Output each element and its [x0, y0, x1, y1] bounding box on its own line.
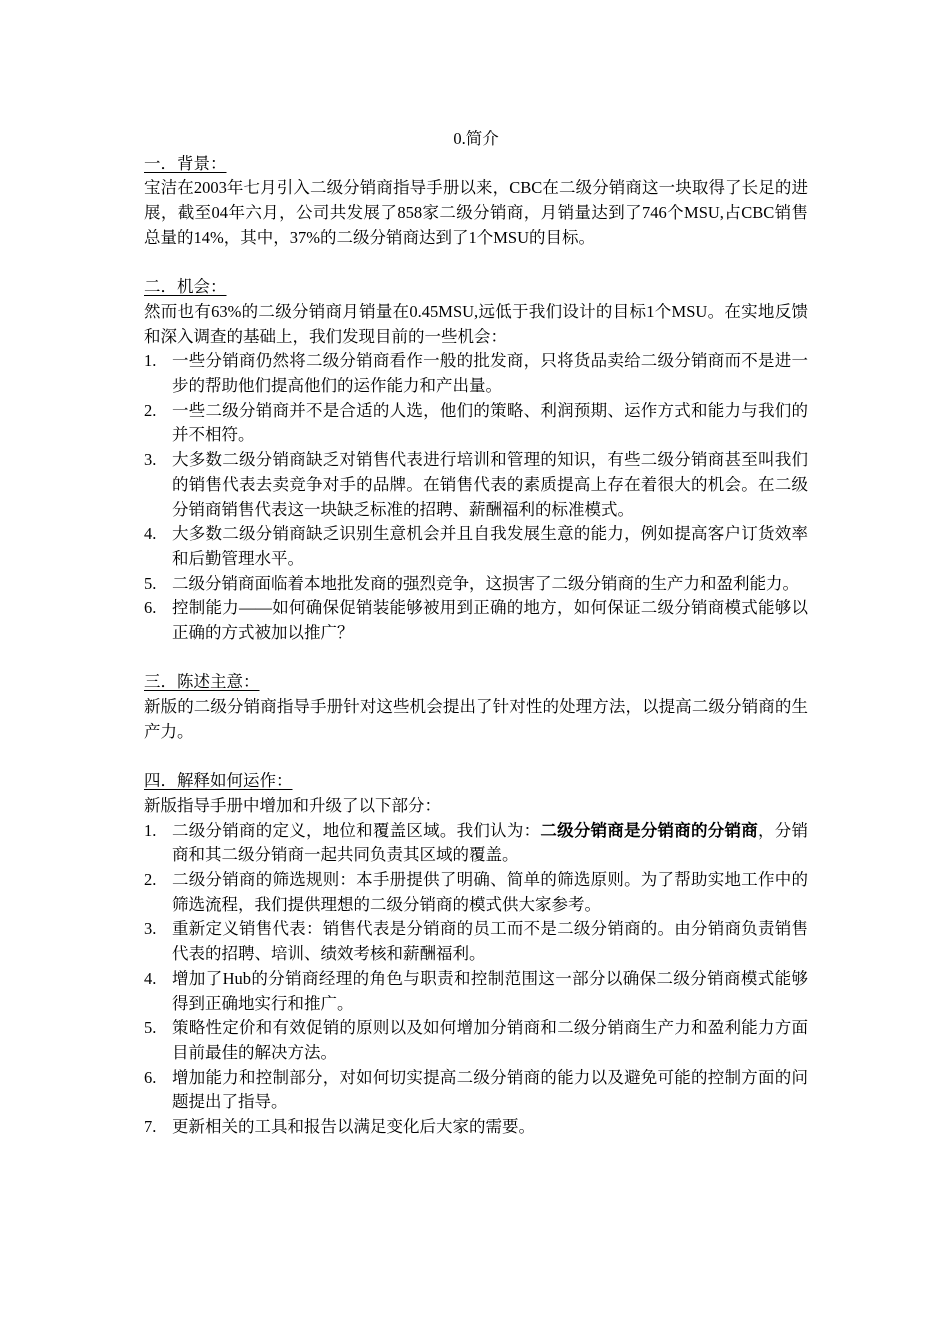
- opportunity-intro: 然而也有63%的二级分销商月销量在0.45MSU,远低于我们设计的目标1个MSU。在实地反馈和深入调查的基础上，我们发现目前的一些机会：: [144, 301, 808, 346]
- explain-heading: 四．解释如何运作：: [144, 771, 293, 791]
- list-item: 7. 更新相关的工具和报告以满足变化后大家的需要。: [144, 1117, 535, 1137]
- list-item: 2. 一些二级分销商并不是合适的人选，他们的策略、利润预期、运作方式和能力与我们的并不相符。: [144, 400, 808, 445]
- list-item: 2. 二级分销商的筛选规则：本手册提供了明确、简单的筛选原则。为了帮助实地工作中的筛选流程，我们提供理想的二级分销商的模式供大家参考。: [144, 870, 808, 914]
- list-item: 1. 一些分销商仍然将二级分销商看作一般的批发商，只将货品卖给二级分销商而不是进一步的帮助他们提高他们的运作能力和产出量。: [144, 351, 808, 396]
- list-item: 5. 二级分销商面临着本地批发商的强烈竞争，这损害了二级分销商的生产力和盈利能力。: [144, 573, 799, 593]
- document-page: [144, 127, 808, 1140]
- background-heading: 一．背景：: [144, 153, 227, 173]
- statement-heading: 三．陈述主意：: [144, 672, 260, 692]
- page-title: 0.简介: [453, 129, 499, 148]
- list-item: 6. 控制能力——如何确保促销装能够被用到正确的地方，如何保证二级分销商模式能够以正确的方式被加以推广？: [144, 598, 808, 643]
- list-item: 3. 大多数二级分销商缺乏对销售代表进行培训和管理的知识，有些二级分销商甚至叫我们的销售代表去卖竞争对手的品牌。在销售代表的素质提高上存在着很大的机会。在二级分销商销售代表这一块缺乏标准的招聘、薪酬福利的标准模式。: [144, 450, 808, 519]
- list-item: 3. 重新定义销售代表：销售代表是分销商的员工而不是二级分销商的。由分销商负责销售代表的招聘、培训、绩效考核和薪酬福利。: [144, 919, 808, 964]
- explain-intro: 新版指导手册中增加和升级了以下部分：: [144, 795, 441, 815]
- list-item: 1. 二级分销商的定义，地位和覆盖区域。我们认为：二级分销商是分销商的分销商，分销商和其二级分销商一起共同负责其区域的覆盖。: [144, 820, 809, 865]
- statement-paragraph: 新版的二级分销商指导手册针对这些机会提出了针对性的处理方法，以提高二级分销商的生产力。: [144, 697, 808, 741]
- opportunity-heading: 二．机会：: [144, 277, 227, 297]
- list-item: 4. 大多数二级分销商缺乏识别生意机会并且自我发展生意的能力，例如提高客户订货效率和后勤管理水平。: [144, 524, 808, 568]
- background-paragraph: 宝洁在2003年七月引入二级分销商指导手册以来，CBC在二级分销商这一块取得了长足的进展，截至04年六月，公司共发展了858家二级分销商，月销量达到了746个MSU,占CBC销售总量的14%，其中，37%的二级分销商达到了1个MSU的目标。: [144, 178, 808, 247]
- explain-list: [144, 819, 808, 1140]
- list-item: 5. 策略性定价和有效促销的原则以及如何增加分销商和二级分销商生产力和盈利能力方面目前最佳的解决方法。: [144, 1018, 808, 1062]
- list-item: 6. 增加能力和控制部分，对如何切实提高二级分销商的能力以及避免可能的控制方面的问题提出了指导。: [144, 1067, 808, 1112]
- list-item: 4. 增加了Hub的分销商经理的角色与职责和控制范围这一部分以确保二级分销商模式能够得到正确地实行和推广。: [144, 968, 808, 1013]
- opportunity-list: [144, 349, 808, 645]
